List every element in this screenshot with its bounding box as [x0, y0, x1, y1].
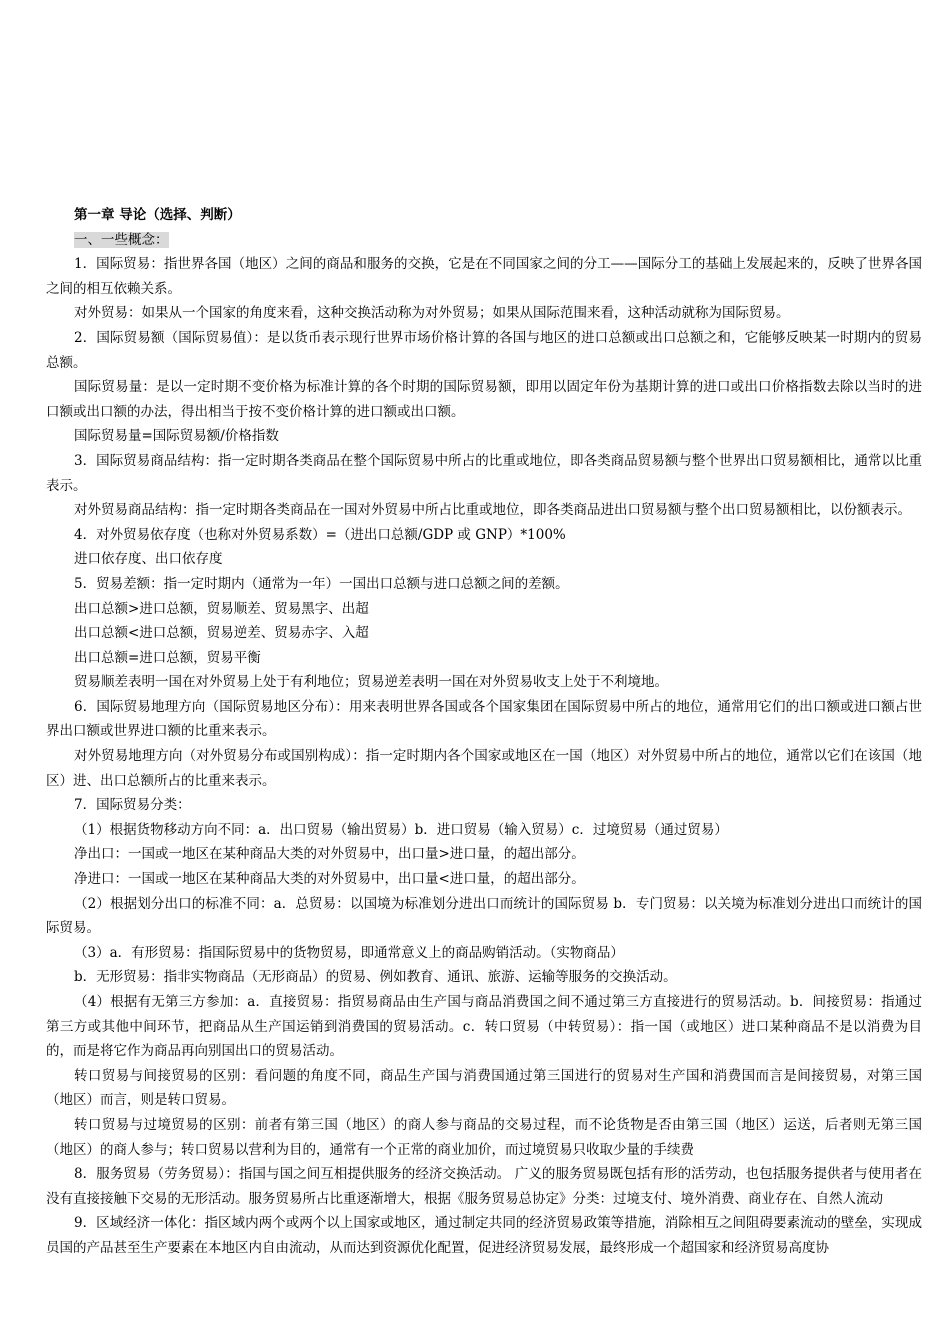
document-body [46, 203, 922, 1261]
paragraph: 出口总额<进口总额，贸易逆差、贸易赤字、入超 [74, 625, 369, 642]
paragraph: 9．区域经济一体化：指区域内两个或两个以上国家或地区，通过制定共同的经济贸易政策等措施，消除相互之间阻碍要素流动的壁垒，实现成员国的产品甚至生产要素在本地区内自由流动，从而达到资源优化配置，促进经济贸易发展，最终形成一个超国家和经济贸易高度协 [46, 1215, 922, 1256]
paragraph: 出口总额>进口总额，贸易顺差、贸易黑字、出超 [74, 600, 369, 617]
paragraph: 转口贸易与过境贸易的区别：前者有第三国（地区）的商人参与商品的交易过程，而不论货物是否由第三国（地区）运送，后者则无第三国（地区）的商人参与；转口贸易以营利为目的，通常有一个正常的商业加价，而过境贸易只收取少量的手续费 [46, 1116, 922, 1158]
paragraph: 1．国际贸易：指世界各国（地区）之间的商品和服务的交换，它是在不同国家之间的分工——国际分工的基础上发展起来的，反映了世界各国之间的相互依赖关系。 [46, 256, 922, 297]
paragraph: （2）根据划分出口的标准不同：a．总贸易：以国境为标准划分进出口而统计的国际贸易 b．专门贸易：以关境为标准划分进出口而统计的国际贸易。 [46, 895, 922, 937]
paragraph: 2．国际贸易额（国际贸易值）：是以货币表示现行世界市场价格计算的各国与地区的进口总额或出口总额之和，它能够反映某一时期内的贸易总额。 [46, 329, 922, 371]
paragraph: 8．服务贸易（劳务贸易）：指国与国之间互相提供服务的经济交换活动。 广义的服务贸易既包括有形的活劳动，也包括服务提供者与使用者在没有直接接触下交易的无形活动。服务贸易所占比重逐渐增大，根据《服务贸易总协定》分类：过境支付、境外消费、商业存在、自然人流动 [46, 1166, 922, 1207]
paragraph: 对外贸易地理方向（对外贸易分布或国别构成）：指一定时期内各个国家或地区在一国（地区）对外贸易中所占的地位，通常以它们在该国（地区）进、出口总额所占的比重来表示。 [46, 748, 922, 789]
paragraph: 贸易顺差表明一国在对外贸易上处于有利地位；贸易逆差表明一国在对外贸易收支上处于不利境地。 [74, 674, 668, 691]
section-title-highlight: 一、一些概念： [74, 231, 169, 248]
paragraph-list [46, 252, 922, 1260]
paragraph: 净进口：一国或一地区在某种商品大类的对外贸易中，出口量<进口量，的超出部分。 [74, 871, 585, 888]
paragraph: （3）a．有形贸易：指国际贸易中的货物贸易，即通常意义上的商品购销活动。（实物商品） [74, 944, 624, 961]
paragraph: 净出口：一国或一地区在某种商品大类的对外贸易中，出口量>进口量，的超出部分。 [74, 846, 585, 863]
paragraph: 6．国际贸易地理方向（国际贸易地区分布）：用来表明世界各国或各个国家集团在国际贸易中所占的地位，通常用它们的出口额或进口额占世界出口额或世界进口额的比重来表示。 [46, 698, 922, 740]
paragraph: 进口依存度、出口依存度 [74, 551, 223, 568]
chapter-heading: 第一章 导论（选择、判断） [74, 207, 241, 223]
paragraph: b．无形贸易：指非实物商品（无形商品）的贸易、例如教育、通讯、旅游、运输等服务的交换活动。 [74, 969, 677, 986]
section-title [46, 228, 922, 253]
paragraph: 4．对外贸易依存度（也称对外贸易系数）=（进出口总额/GDP 或 GNP）*100% [74, 526, 566, 543]
paragraph: 5．贸易差额：指一定时期内（通常为一年）一国出口总额与进口总额之间的差额。 [74, 575, 569, 592]
paragraph: 国际贸易量：是以一定时期不变价格为标准计算的各个时期的国际贸易额，即用以固定年份为基期计算的进口或出口价格指数去除以当时的进口额或出口额的办法，得出相当于按不变价格计算的进口额或出口额。 [46, 379, 922, 420]
paragraph: 出口总额=进口总额，贸易平衡 [74, 649, 261, 666]
paragraph: 7．国际贸易分类： [74, 797, 191, 814]
paragraph: （1）根据货物移动方向不同：a．出口贸易（输出贸易）b．进口贸易（输入贸易）c．过境贸易（通过贸易） [74, 821, 728, 838]
paragraph: 对外贸易：如果从一个国家的角度来看，这种交换活动称为对外贸易；如果从国际范围来看，这种活动就称为国际贸易。 [74, 305, 790, 322]
paragraph: 对外贸易商品结构：指一定时期各类商品在一国对外贸易中所占比重或地位，即各类商品进出口贸易额与整个出口贸易额相比，以份额表示。 [74, 502, 911, 519]
paragraph: 国际贸易量=国际贸易额/价格指数 [74, 428, 279, 445]
paragraph: （4）根据有无第三方参加：a．直接贸易：指贸易商品由生产国与商品消费国之间不通过第三方直接进行的贸易活动。b．间接贸易：指通过第三方或其他中间环节，把商品从生产国运销到消费国的贸易活动。c．转口贸易（中转贸易）：指一国（或地区）进口某种商品不是以消费为目的，而是将它作为商品再向别国出口的贸易活动。 [46, 994, 922, 1060]
paragraph: 3．国际贸易商品结构：指一定时期各类商品在整个国际贸易中所占的比重或地位，即各类商品贸易额与整个世界出口贸易额相比，通常以比重表示。 [46, 452, 922, 494]
paragraph: 转口贸易与间接贸易的区别：看问题的角度不同，商品生产国与消费国通过第三国进行的贸易对生产国和消费国而言是间接贸易，对第三国（地区）而言，则是转口贸易。 [46, 1067, 922, 1109]
